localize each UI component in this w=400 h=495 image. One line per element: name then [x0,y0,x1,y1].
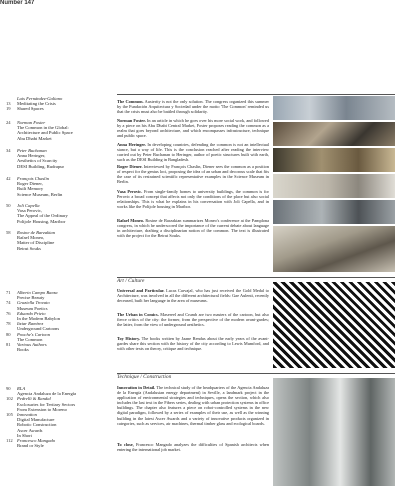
header-rule [117,94,395,95]
para-heading: Innovation in Detail. [117,385,156,390]
toc-group-6 [6,230,110,251]
toc-author: Norman Foster [17,120,46,125]
para-body: From single-family homes to university buildings, the common is for Perovic a broad concept that affects not only the conditions of the place but also social relationships. This is what he explains in his conversation with Joli Capella, and in works like the Polijole housing in Maribor. [117,189,269,210]
toc-page-number [6,246,17,251]
toc-page-number: 74 [6,300,11,306]
toc-page-number: 90 [6,386,11,391]
toc-page-number: 105 [6,412,13,418]
toc-title: In Short [17,432,32,438]
image-agencia-energia [273,378,395,486]
para-heading: Vasa Perovic. [117,189,143,194]
image-polijole-housing [273,200,395,224]
toc-page-number [6,443,17,448]
toc-entry [6,164,110,169]
toc-title: Beirut Souks [17,245,41,251]
toc-page-number: 76 [6,310,11,316]
toc-group-8 [6,386,110,448]
toc-page-number: 34 [6,148,11,153]
toc-author: François Chaslin [17,176,50,181]
toc-title: Built Memory [17,186,44,192]
para-perovic [117,189,269,209]
image-science-museum [273,174,395,198]
para-diener [117,164,269,184]
toc-author: Innovation [17,412,37,418]
toc-entry [6,443,110,448]
toc-page-number: 112 [6,438,13,444]
toc-author: Pooche's Cartoon [17,331,51,337]
toc-title: Precise Beauty [17,295,45,301]
toc-page-number: 102 [6,396,13,402]
para-universal [117,288,269,303]
toc-author: Joli Capella [17,203,40,208]
image-abu-dhabi [273,122,395,146]
para-body: The books written by Jaane Rendus about the early years of the avant-gardes share this section with the history of the city according to Lewis Mumford, and with other texts on theory, critique and technique. [117,336,269,352]
toc-entry [6,347,110,352]
toc-page-number [6,136,17,141]
para-heading: Universal and Particular. [117,288,165,293]
toc-author: Peter Buchanan [17,148,47,153]
toc-title: From Extension to Moreno [17,406,67,412]
toc-title: The Common [17,336,43,342]
toc-title: DESI Building, Rudrapur [17,163,65,169]
para-innovation [117,385,269,426]
issue-number: Number 147 [0,0,35,6]
para-common [117,99,269,114]
toc-entry [6,136,110,141]
para-body: Masereel and Crumb are two masters of the cartoon, but also fierce critics of the city: the former, from the perspective of the modern avant-gardes; the latter, from the view of underground aesthetics. [117,312,269,328]
toc-title: The Common in the Global: [17,125,69,131]
toc-title: Museum Poetics [17,305,48,311]
image-beirut-souks [273,226,395,272]
image-common [273,96,395,120]
image-comics [273,282,395,368]
toc-title: Shared Spaces [17,106,44,112]
para-heading: The Common. [117,99,144,104]
toc-author: Pedrelli & Randal [17,396,51,402]
para-body: Rosine de Barzakian summarizes Moneo's conference at the Pamplona congress, in which he underscored the importance of the current debate about language in architecture, drafting a disciplinarian notion of the common. The text is illustrated with the project for the Beirut Souks. [117,218,269,239]
toc-title: Exclosuries for Tertiary Sectors [17,401,76,407]
toc-title: Agencia Andaluza de la Energía [17,391,77,397]
para-heading: Toy History. [117,336,141,341]
para-foster [117,118,269,138]
toc-title: Science Museum, Berlin [17,191,63,197]
toc-author: Various Authors [17,342,47,348]
toc-entry [6,106,110,111]
toc-title: Brand or Style [17,443,44,449]
toc-title: Books [17,347,29,353]
toc-page-number [6,164,17,169]
toc-author: Francesco Mangado [17,438,56,444]
toc-page-number: 19 [6,106,11,112]
toc-title: Architecture and Public Space [17,130,73,136]
toc-entry [6,219,110,224]
toc-title: Anna Heringer, [17,153,46,159]
toc-title: Polijole Housing, Maribor [17,218,66,224]
toc-group-4 [6,176,110,197]
toc-title: Matter of Discipline [17,240,55,246]
para-heading: Anna Heringer. [117,142,146,147]
toc-page-number: 80 [6,331,11,337]
toc-page-number: 50 [6,203,11,208]
para-body: Francesco Mangado analyzes the difficulties of Spanish architects when entering the international job market. [117,442,269,453]
para-body: Lucas Carvajal, who has just received the Gold Medal to Architecture, was involved in all the different architectural fields: Gae Aulenti, recently deceased, built her language in the area of museums. [117,288,269,304]
toc-title: Aesthetics of Scarcity [17,158,58,164]
section-technique: Technique / Construction [117,374,172,380]
toc-page-number: 13 [6,101,11,107]
toc-title: Underground Cartoons [17,326,60,332]
toc-author: Graziella Trovato [17,300,50,306]
toc-group-7 [6,290,110,352]
para-toy-history [117,336,269,351]
toc-title: Abu Dhabi Market [17,135,52,141]
toc-entry [6,246,110,251]
toc-group-3 [6,148,110,169]
toc-group-5 [6,203,110,224]
para-body: Austerity is not the only solution. The congress organized this summer by the Fundación Arquitectura y Sociedad under the motto 'The Common' reminded us that the crisis must also be battled through solidarity. [117,99,269,115]
para-body: In an article in which he goes over his more social work, and followed by a piece on his Abu Dhabi Central Market, Foster proposes reading the common as a realm that goes beyond architecture, and which encompasses infrastructure, technique and public space. [117,118,269,139]
toc-title: Roger Diener, [17,181,43,187]
toc-title: Meditating the Crisis [17,101,56,107]
toc-author: Rosine de Barzakian [17,230,56,235]
toc-page-number: 71 [6,290,11,295]
toc-title: Vasa Perovic, [17,208,43,214]
toc-page-number: 81 [6,342,11,348]
toc-page-number [6,192,17,197]
toc-author: Itziar Ramírez [17,321,44,327]
toc-page-number: 42 [6,176,11,181]
toc-page-number: 78 [6,321,11,327]
toc-page-number [6,219,17,224]
toc-page-number: 58 [6,230,11,235]
toc-author: Alberto Campo Baeza [17,290,58,295]
para-urban-comics [117,312,269,327]
toc-author: Eduardo Prieto [17,310,46,316]
para-body: Interviewed by François Chaslin, Diener sees the common as a position of respect for the genius loci, proposing the idea of an urban and decorous scale that fits the case of its restrained scientific representative examples in the Science Museum in Berlin. [117,164,269,185]
para-heading: Roger Diener. [117,164,143,169]
para-heading: Norman Foster. [117,118,146,123]
toc-author: Luis Fernández-Galiano [17,96,63,101]
toc-title: The Appeal of the Ordinary [17,213,68,219]
para-moneo [117,218,269,238]
section-art-culture: Art / Culture [117,278,145,284]
toc-page-number [6,347,17,352]
toc-title: Digital Manufacture [17,417,55,423]
toc-author: RLA [17,386,26,391]
toc-title: Robotic Construction [17,422,57,428]
toc-title: Rafael Moneo, [17,235,45,241]
image-desi-building [273,148,395,172]
toc-group-2 [6,120,110,141]
toc-entry [6,192,110,197]
section-rule-tech [117,373,395,374]
para-heringer [117,142,269,162]
para-heading: To close, [117,442,134,447]
toc-group-1 [6,96,110,112]
toc-page-number: 24 [6,120,11,125]
para-heading: Rafael Moneo. [117,218,144,223]
para-heading: The Urban in Comics. [117,312,159,317]
toc-title: In the Modern Babylon [17,316,60,322]
para-body: In developing countries, defending the common is not an intellectual stance, but a way of life. This is the conclusion reached after reading the interview carried out by Peter Buchanan to Heringer, author of poetic structures built with earth, such as the DESI Building in Bangladesh. [117,142,269,163]
toc-title: Ascer Awards [17,427,43,433]
section-rule-art [117,277,395,278]
para-close [117,442,269,452]
para-body: The technical study of the headquarters of the Agencia Andaluza de la Energía (Andalusian energy department) in Seville, a landmark project in the application of environmental strategies and techniques, opens the section, which also includes the last text in the Fibers series, dealing with urban protection systems in office buildings. The chapter also features a piece on robot-controlled systems in the new digital paradigm, followed by a series of examples of their use, as well as the winning building in the latest Ascer Awards and a variety of innovative products organized in categories, such as services, air machines, thermal timber glass and ecological boards. [117,385,270,426]
